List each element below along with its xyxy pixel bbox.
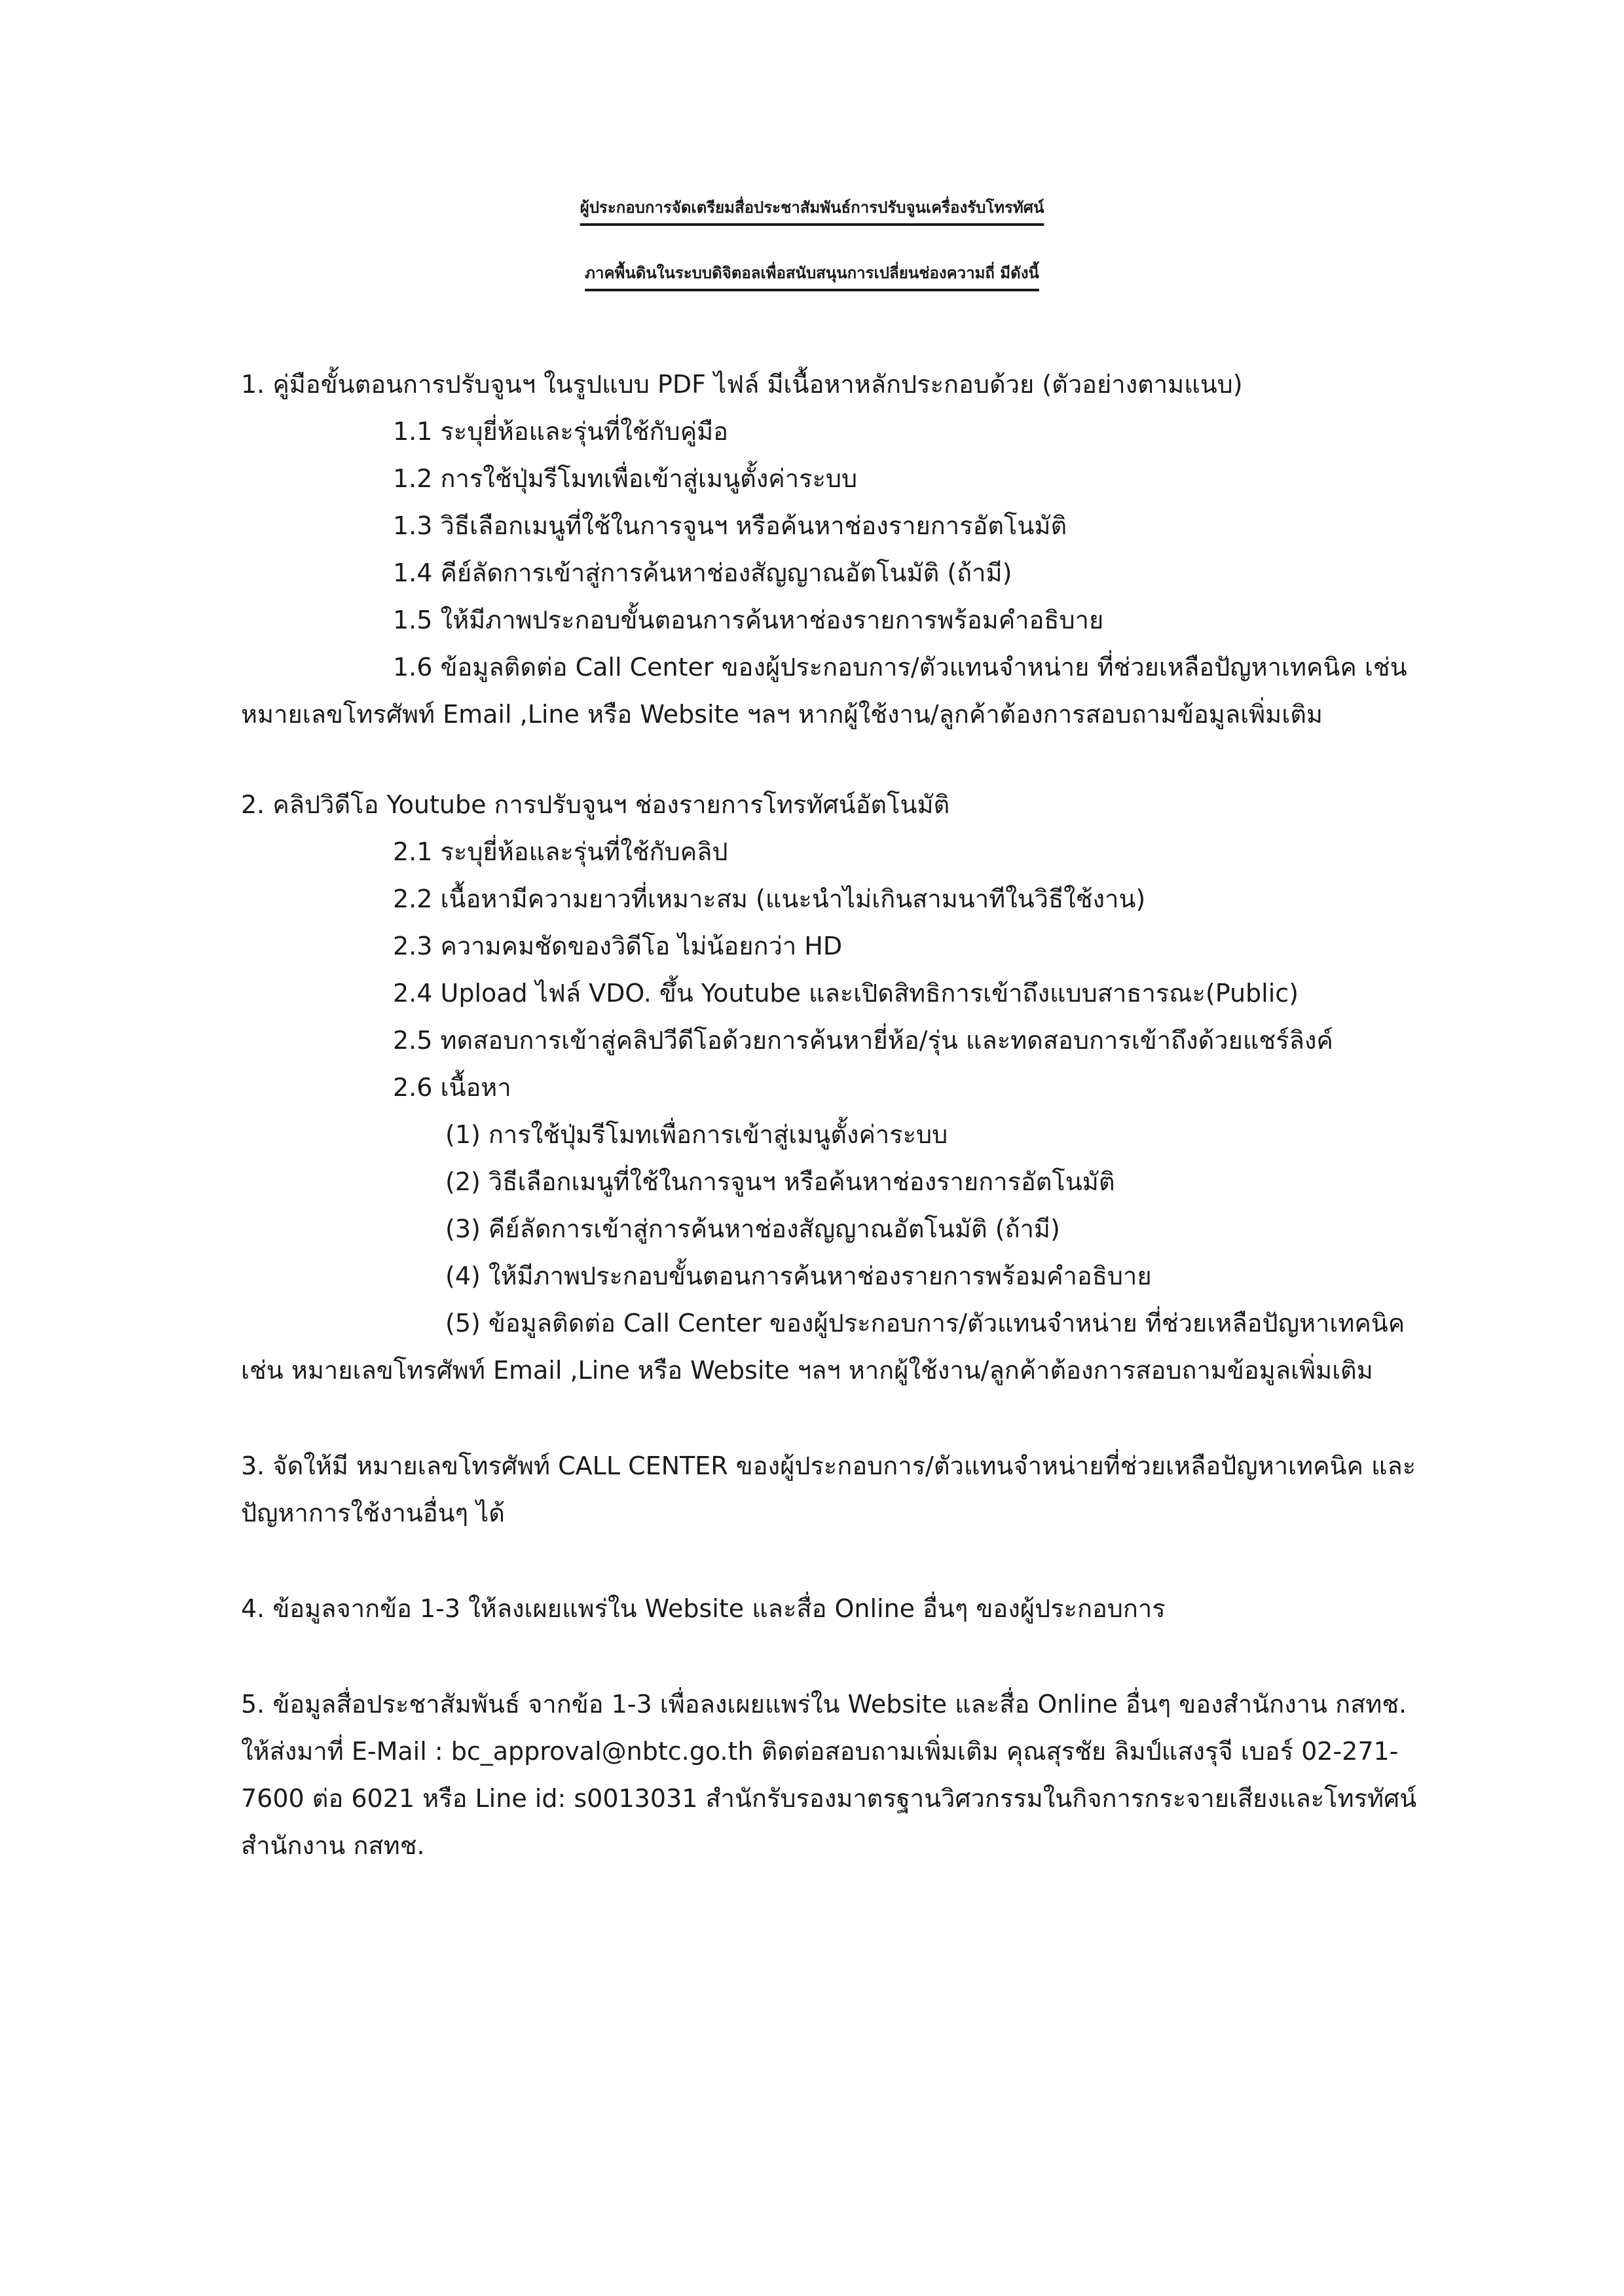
- section-1-heading: 1. คู่มือขั้นตอนการปรับจูนฯ ในรูปแบบ PDF ไฟล์ มีเนื้อหาหลักประกอบด้วย (ตัวอย่างตามแนบ): [241, 370, 1243, 399]
- section-1-item-1: 1.1 ระบุยี่ห้อและรุ่นที่ใช้กับคู่มือ: [393, 417, 728, 446]
- section-1-item-6-continuation: หมายเลขโทรศัพท์ Email ,Line หรือ Website ฯลฯ หากผู้ใช้งาน/ลูกค้าต้องการสอบถามข้อมูลเพิ่มเติม: [241, 700, 1323, 729]
- section-2-sub-item-4: (4) ให้มีภาพประกอบขั้นตอนการค้นหาช่องรายการพร้อมคำอธิบาย: [445, 1262, 1152, 1290]
- section-5-line-2: ให้ส่งมาที่ E-Mail : bc_approval@nbtc.go.th ติดต่อสอบถามเพิ่มเติม คุณสุรชัย ลิมป์แสงรุจี เบอร์ 02-271-: [241, 1737, 1399, 1766]
- section-2-item-2: 2.2 เนื้อหามีความยาวที่เหมาะสม (แนะนำไม่เกินสามนาทีในวิธีใช้งาน): [393, 884, 1146, 913]
- document-title-line-1: ผู้ประกอบการจัดเตรียมสื่อประชาสัมพันธ์การปรับจูนเครื่องรับโทรทัศน์: [580, 198, 1044, 217]
- section-3-line-2: ปัญหาการใช้งานอื่นๆ ได้: [241, 1499, 505, 1527]
- section-1-item-4: 1.4 คีย์ลัดการเข้าสู่การค้นหาช่องสัญญาณอัตโนมัติ (ถ้ามี): [393, 558, 1012, 587]
- section-2-item-1: 2.1 ระบุยี่ห้อและรุ่นที่ใช้กับคลิป: [393, 837, 728, 866]
- section-3-line-1: 3. จัดให้มี หมายเลขโทรศัพท์ CALL CENTER ของผู้ประกอบการ/ตัวแทนจำหน่ายที่ช่วยเหลือปัญหาเทคนิค และ: [241, 1451, 1416, 1480]
- section-2-item-5: 2.5 ทดสอบการเข้าสู่คลิปวีดีโอด้วยการค้นหายี่ห้อ/รุ่น และทดสอบการเข้าถึงด้วยแชร์ลิงค์: [393, 1026, 1333, 1055]
- document-title-line-2: ภาคพื้นดินในระบบดิจิตอลเพื่อสนับสนุนการเปลี่ยนช่องความถี่ มีดังนี้: [585, 264, 1039, 282]
- section-2-item-3: 2.3 ความคมชัดของวิดีโอ ไม่น้อยกว่า HD: [393, 932, 843, 960]
- section-2-sub-item-1: (1) การใช้ปุ่มรีโมทเพื่อการเข้าสู่เมนูตั้งค่าระบบ: [445, 1120, 948, 1149]
- section-5-line-1: 5. ข้อมูลสื่อประชาสัมพันธ์ จากข้อ 1-3 เพื่อลงเผยแพร่ใน Website และสื่อ Online อื่นๆ ของสำนักงาน กสทช.: [241, 1690, 1407, 1719]
- section-1-item-3: 1.3 วิธีเลือกเมนูที่ใช้ในการจูนฯ หรือค้นหาช่องรายการอัตโนมัติ: [393, 511, 1067, 540]
- section-2-item-6: 2.6 เนื้อหา: [393, 1073, 511, 1102]
- section-2-sub-item-3: (3) คีย์ลัดการเข้าสู่การค้นหาช่องสัญญาณอัตโนมัติ (ถ้ามี): [445, 1214, 1060, 1243]
- section-2-sub-item-5: (5) ข้อมูลติดต่อ Call Center ของผู้ประกอบการ/ตัวแทนจำหน่าย ที่ช่วยเหลือปัญหาเทคนิค: [445, 1309, 1405, 1338]
- section-2-heading: 2. คลิปวิดีโอ Youtube การปรับจูนฯ ช่องรายการโทรทัศน์อัตโนมัติ: [241, 790, 950, 819]
- section-4-line-1: 4. ข้อมูลจากข้อ 1-3 ให้ลงเผยแพร่ใน Website และสื่อ Online อื่นๆ ของผู้ประกอบการ: [241, 1594, 1166, 1623]
- section-1-item-5: 1.5 ให้มีภาพประกอบขั้นตอนการค้นหาช่องรายการพร้อมคำอธิบาย: [393, 606, 1104, 634]
- section-5-line-4: สำนักงาน กสทช.: [241, 1831, 425, 1860]
- section-5-line-3: 7600 ต่อ 6021 หรือ Line id: s0013031 สำนักรับรองมาตรฐานวิศวกรรมในกิจการกระจายเสียงและโทรทัศน์: [241, 1784, 1417, 1813]
- section-1-item-6: 1.6 ข้อมูลติดต่อ Call Center ของผู้ประกอบการ/ตัวแทนจำหน่าย ที่ช่วยเหลือปัญหาเทคนิค เช่น: [393, 653, 1407, 682]
- section-2-sub-item-5-continuation: เช่น หมายเลขโทรศัพท์ Email ,Line หรือ Website ฯลฯ หากผู้ใช้งาน/ลูกค้าต้องการสอบถามข้อมูลเพิ่มเติม: [241, 1356, 1373, 1385]
- section-1-item-2: 1.2 การใช้ปุ่มรีโมทเพื่อเข้าสู่เมนูตั้งค่าระบบ: [393, 464, 858, 493]
- section-2-sub-item-2: (2) วิธีเลือกเมนูที่ใช้ในการจูนฯ หรือค้นหาช่องรายการอัตโนมัติ: [445, 1167, 1115, 1196]
- section-2-item-4: 2.4 Upload ไฟล์ VDO. ขึ้น Youtube และเปิดสิทธิการเข้าถึงแบบสาธารณะ(Public): [393, 979, 1299, 1008]
